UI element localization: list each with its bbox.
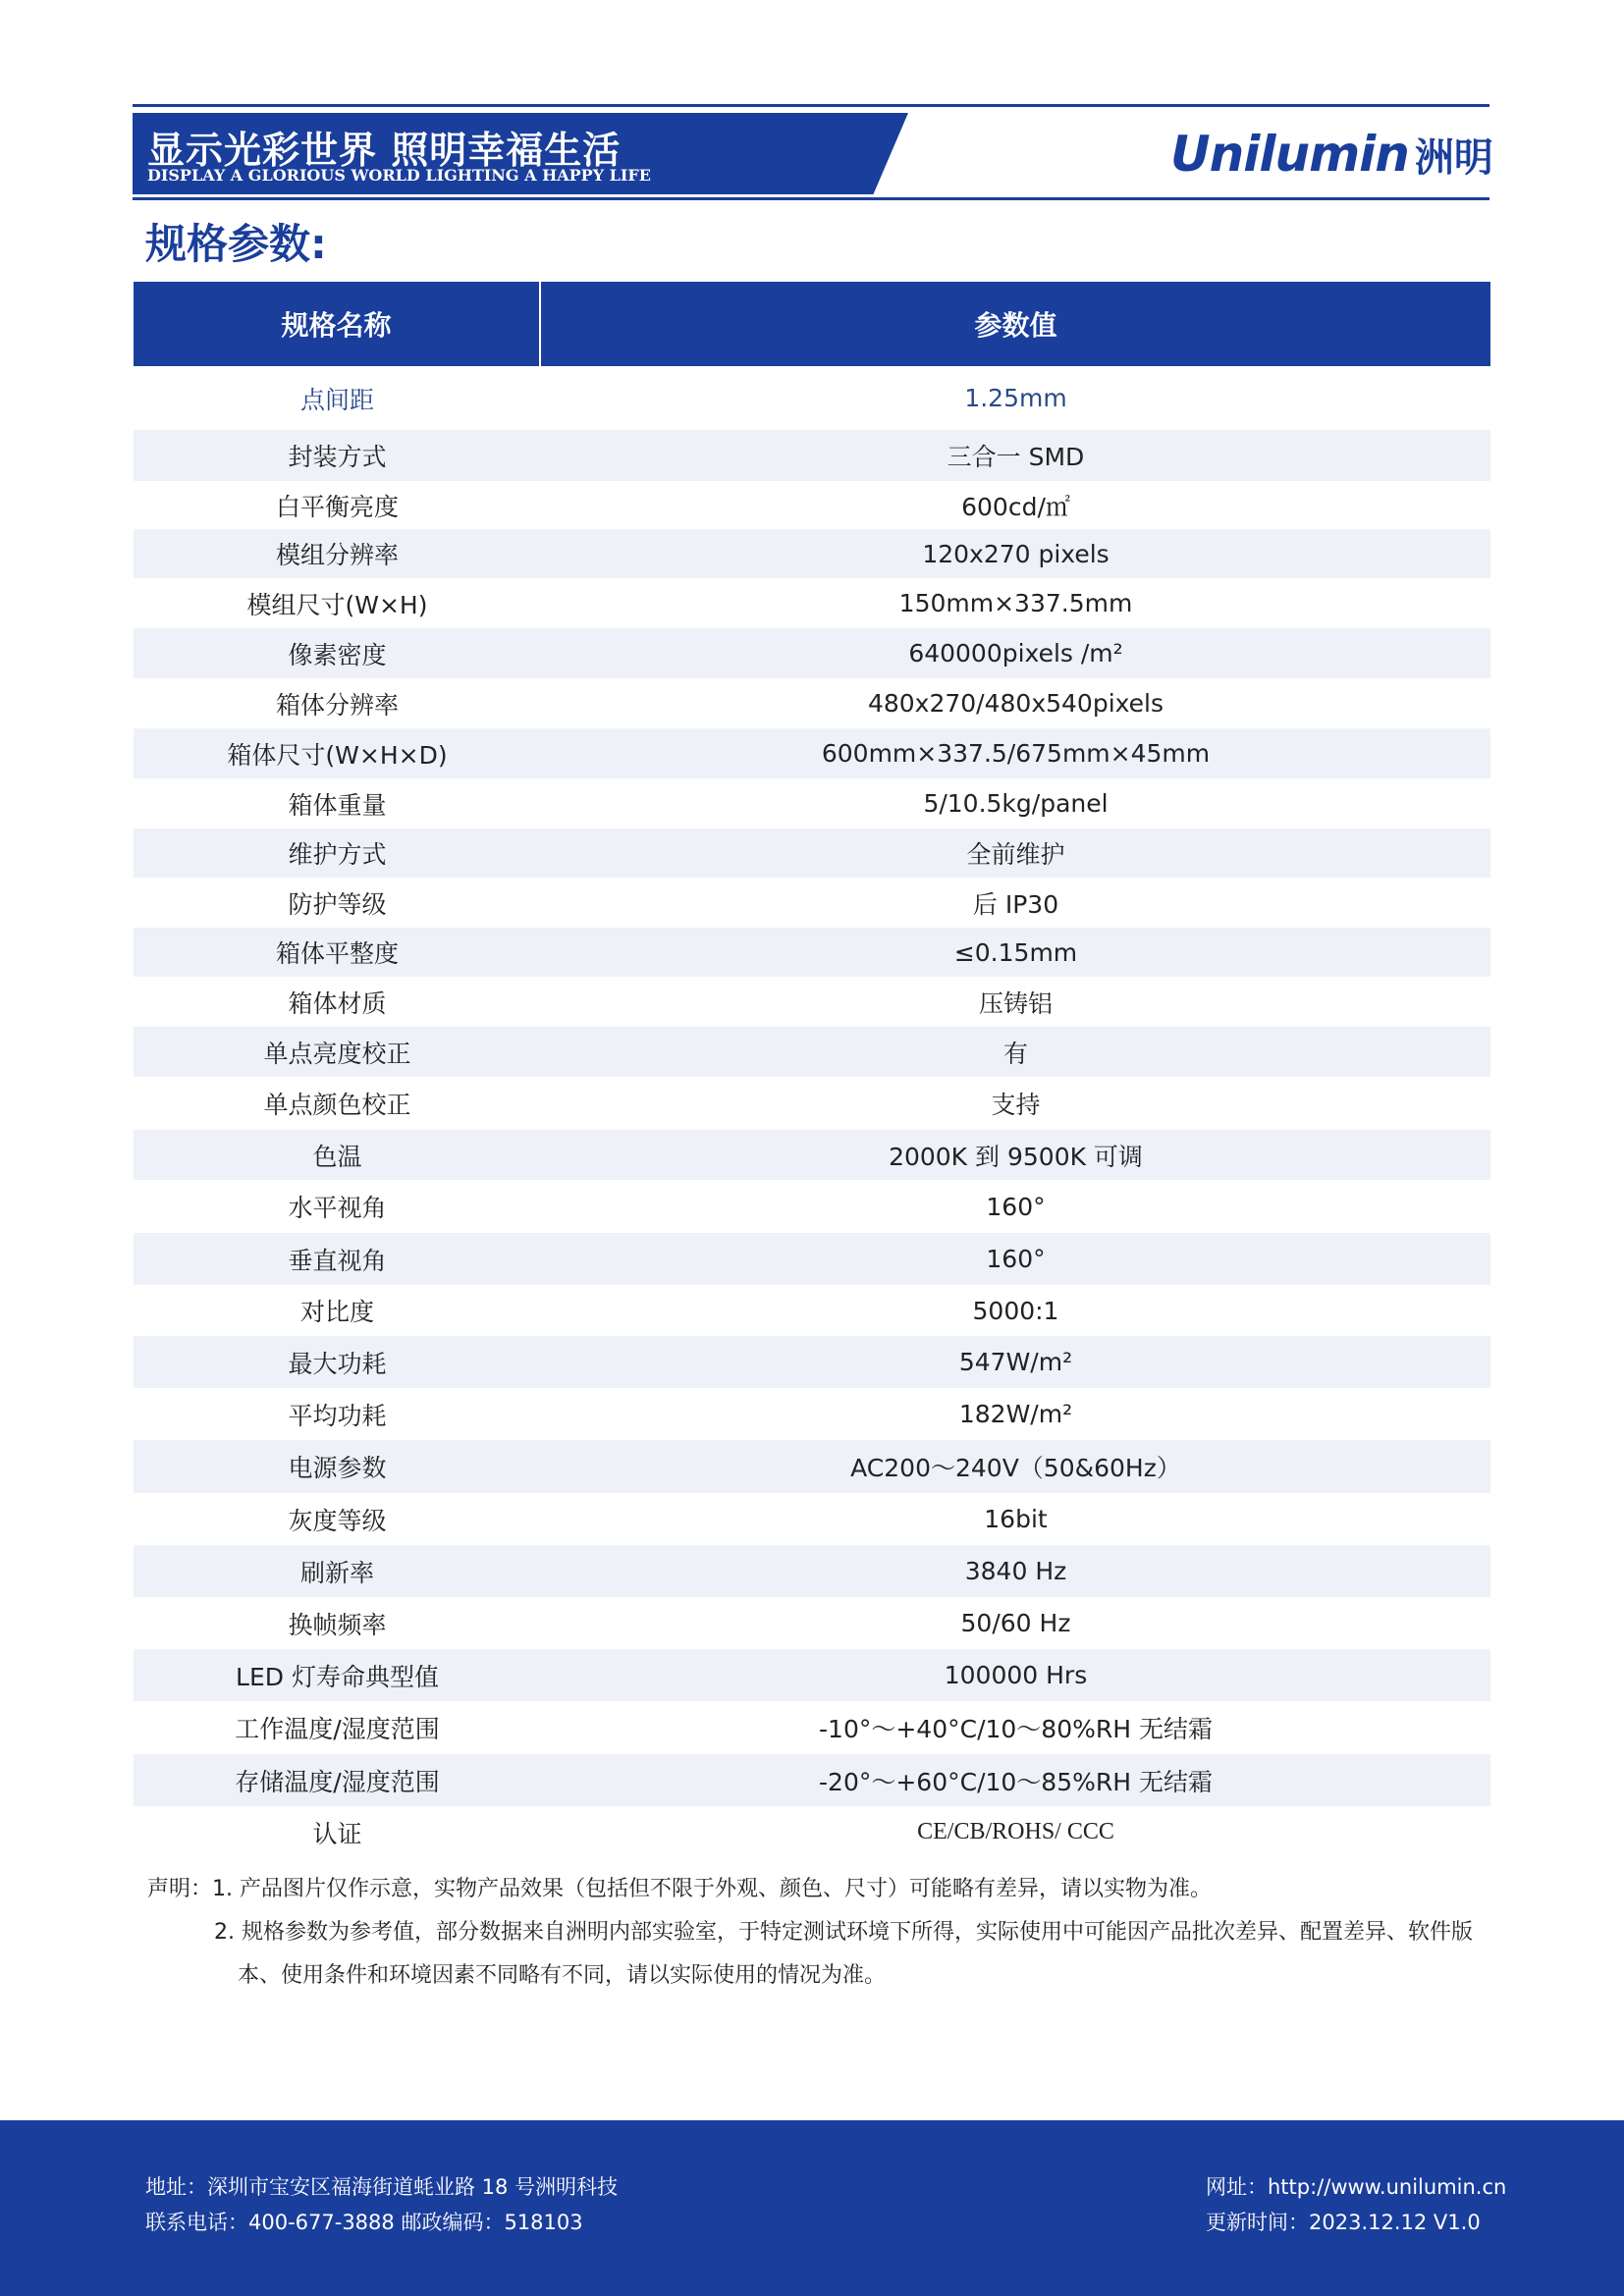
table-row (134, 977, 1490, 1027)
spec-value-cell: 2000K 到 9500K 可调 (889, 1142, 1143, 1171)
spec-name-cell: 点间距 (299, 385, 374, 414)
spec-value-cell: 全前维护 (966, 840, 1065, 869)
footer-address: 地址：深圳市宝安区福海街道蚝业路 18 号洲明科技 (145, 2175, 619, 2199)
table-row (134, 1701, 1490, 1754)
table-row (134, 1493, 1490, 1545)
table-row (134, 1233, 1490, 1285)
footer-website[interactable]: 网址：http://www.unilumin.cn (1206, 2175, 1507, 2199)
spec-value-cell: 600cd/㎡ (961, 492, 1070, 521)
slogan-chinese: 显示光彩世界 照明幸福生活 (147, 129, 622, 172)
spec-value-cell: 5000:1 (972, 1296, 1059, 1325)
table-row (134, 481, 1490, 529)
logo-chinese: 洲明 (1414, 134, 1493, 181)
table-row (134, 1649, 1490, 1701)
spec-value-cell: 120x270 pixels (922, 539, 1110, 568)
spec-name-cell: 防护等级 (288, 889, 387, 919)
table-row (134, 928, 1490, 977)
spec-value-cell: 160° (986, 1192, 1046, 1221)
footer-phone: 联系电话：400-677-3888 邮政编码：518103 (145, 2211, 583, 2234)
spec-name-cell: 箱体尺寸(W×H×D) (227, 740, 448, 770)
table-row (134, 1180, 1490, 1233)
table-row (134, 529, 1490, 578)
spec-name-cell: 认证 (312, 1819, 362, 1848)
table-row (134, 778, 1490, 828)
spec-name-cell: 刷新率 (299, 1558, 374, 1587)
spec-name-cell: 垂直视角 (288, 1246, 387, 1275)
spec-name-cell: 箱体平整度 (275, 939, 399, 968)
spec-name-cell: 模组尺寸(W×H) (246, 590, 428, 619)
section-title: 规格参数: (145, 220, 327, 268)
spec-value-cell: 100000 Hrs (944, 1661, 1088, 1689)
spec-value-cell: 支持 (991, 1091, 1041, 1119)
spec-value-cell: 50/60 Hz (960, 1609, 1071, 1637)
slogan-english: DISPLAY A GLORIOUS WORLD LIGHTING A HAPPY LIFE (147, 166, 651, 185)
spec-value-cell: 480x270/480x540pixels (867, 689, 1164, 718)
spec-name-cell: 单点颜色校正 (263, 1091, 411, 1119)
table-row (134, 1806, 1490, 1858)
spec-value-cell: 后 IP30 (972, 889, 1059, 919)
table-header (134, 282, 1490, 366)
table-row (134, 578, 1490, 628)
disclaimer-line-1: 声明：1. 产品图片仅作示意，实物产品效果（包括但不限于外观、颜色、尺寸）可能略有差异，请以实物为准。 (147, 1877, 1212, 1901)
table-row (134, 430, 1490, 481)
table-body (134, 366, 1490, 1858)
spec-name-cell: LED 灯寿命典型值 (236, 1662, 439, 1691)
spec-value-cell: 640000pixels /m² (908, 639, 1123, 667)
table-row (134, 366, 1490, 430)
brand-logo (1170, 120, 1493, 188)
spec-name-cell: 色温 (312, 1142, 362, 1171)
spec-name-cell: 工作温度/湿度范围 (235, 1715, 440, 1743)
table-row (134, 1027, 1490, 1077)
spec-value-cell: 16bit (984, 1505, 1048, 1533)
disclaimer-line-2: 2. 规格参数为参考值，部分数据来自洲明内部实验室，于特定测试环境下所得，实际使用中可能因产品批次差异、配置差异、软件版 (214, 1920, 1473, 1945)
spec-name-cell: 平均功耗 (288, 1401, 387, 1430)
table-row (134, 1077, 1490, 1130)
table-row (134, 828, 1490, 878)
spec-name-cell: 存储温度/湿度范围 (235, 1767, 440, 1796)
spec-value-cell: CE/CB/ROHS/ CCC (917, 1819, 1114, 1844)
table-row (134, 678, 1490, 728)
header-bottom-rule (133, 197, 1489, 200)
spec-value-cell: -20°～+60°C/10～85%RH 无结霜 (819, 1767, 1213, 1796)
spec-name-cell: 封装方式 (288, 443, 387, 471)
table-row (134, 1754, 1490, 1806)
spec-value-cell: 600mm×337.5/675mm×45mm (821, 739, 1211, 768)
table-row (134, 1440, 1490, 1493)
footer (0, 2120, 1624, 2296)
footer-updated: 更新时间：2023.12.12 V1.0 (1206, 2211, 1481, 2234)
spec-value-cell: 160° (986, 1245, 1046, 1273)
table-row (134, 1597, 1490, 1649)
spec-value-cell: AC200～240V（50&60Hz） (850, 1454, 1181, 1482)
table-row (134, 1130, 1490, 1180)
spec-name-cell: 单点亮度校正 (263, 1039, 411, 1068)
table-row (134, 1545, 1490, 1597)
spec-value-cell: -10°～+40°C/10～80%RH 无结霜 (819, 1715, 1213, 1743)
spec-name-cell: 对比度 (299, 1298, 374, 1326)
spec-name-cell: 维护方式 (288, 840, 387, 869)
spec-table (134, 282, 1490, 1858)
table-row (134, 1336, 1490, 1388)
spec-name-cell: 模组分辨率 (275, 541, 399, 569)
header-spec-value: 参数值 (974, 309, 1057, 342)
spec-value-cell: ≤0.15mm (953, 937, 1078, 967)
spec-value-cell: 压铸铝 (978, 988, 1053, 1018)
table-row (134, 1388, 1490, 1440)
spec-value-cell: 547W/m² (958, 1348, 1073, 1376)
disclaimer-line-3: 本、使用条件和环境因素不同略有不同，请以实际使用的情况为准。 (238, 1963, 887, 1988)
spec-name-cell: 箱体分辨率 (275, 690, 399, 720)
header-top-rule (133, 104, 1489, 107)
spec-value-cell: 5/10.5kg/panel (923, 789, 1109, 818)
table-row (134, 878, 1490, 928)
spec-name-cell: 像素密度 (288, 640, 387, 669)
spec-value-cell: 150mm×337.5mm (898, 589, 1133, 617)
spec-value-cell: 三合一 SMD (947, 443, 1085, 471)
spec-name-cell: 白平衡亮度 (275, 492, 399, 521)
spec-value-cell: 3840 Hz (964, 1557, 1067, 1585)
spec-value-cell: 有 (1002, 1039, 1028, 1068)
spec-name-cell: 水平视角 (288, 1194, 387, 1222)
header-spec-name: 规格名称 (134, 282, 541, 366)
spec-name-cell: 换帧频率 (288, 1610, 387, 1639)
spec-name-cell: 最大功耗 (288, 1349, 387, 1378)
table-row (134, 1285, 1490, 1336)
table-row (134, 628, 1490, 678)
spec-value-cell: 1.25mm (964, 384, 1067, 412)
disclaimer (147, 1868, 1492, 1998)
table-row (134, 728, 1490, 778)
spec-name-cell: 箱体材质 (288, 988, 387, 1018)
logo-wordmark: Unilumin (1170, 126, 1409, 183)
spec-name-cell: 电源参数 (288, 1454, 387, 1482)
spec-value-cell: 182W/m² (958, 1400, 1073, 1428)
spec-name-cell: 箱体重量 (288, 790, 387, 820)
spec-name-cell: 灰度等级 (288, 1506, 387, 1535)
